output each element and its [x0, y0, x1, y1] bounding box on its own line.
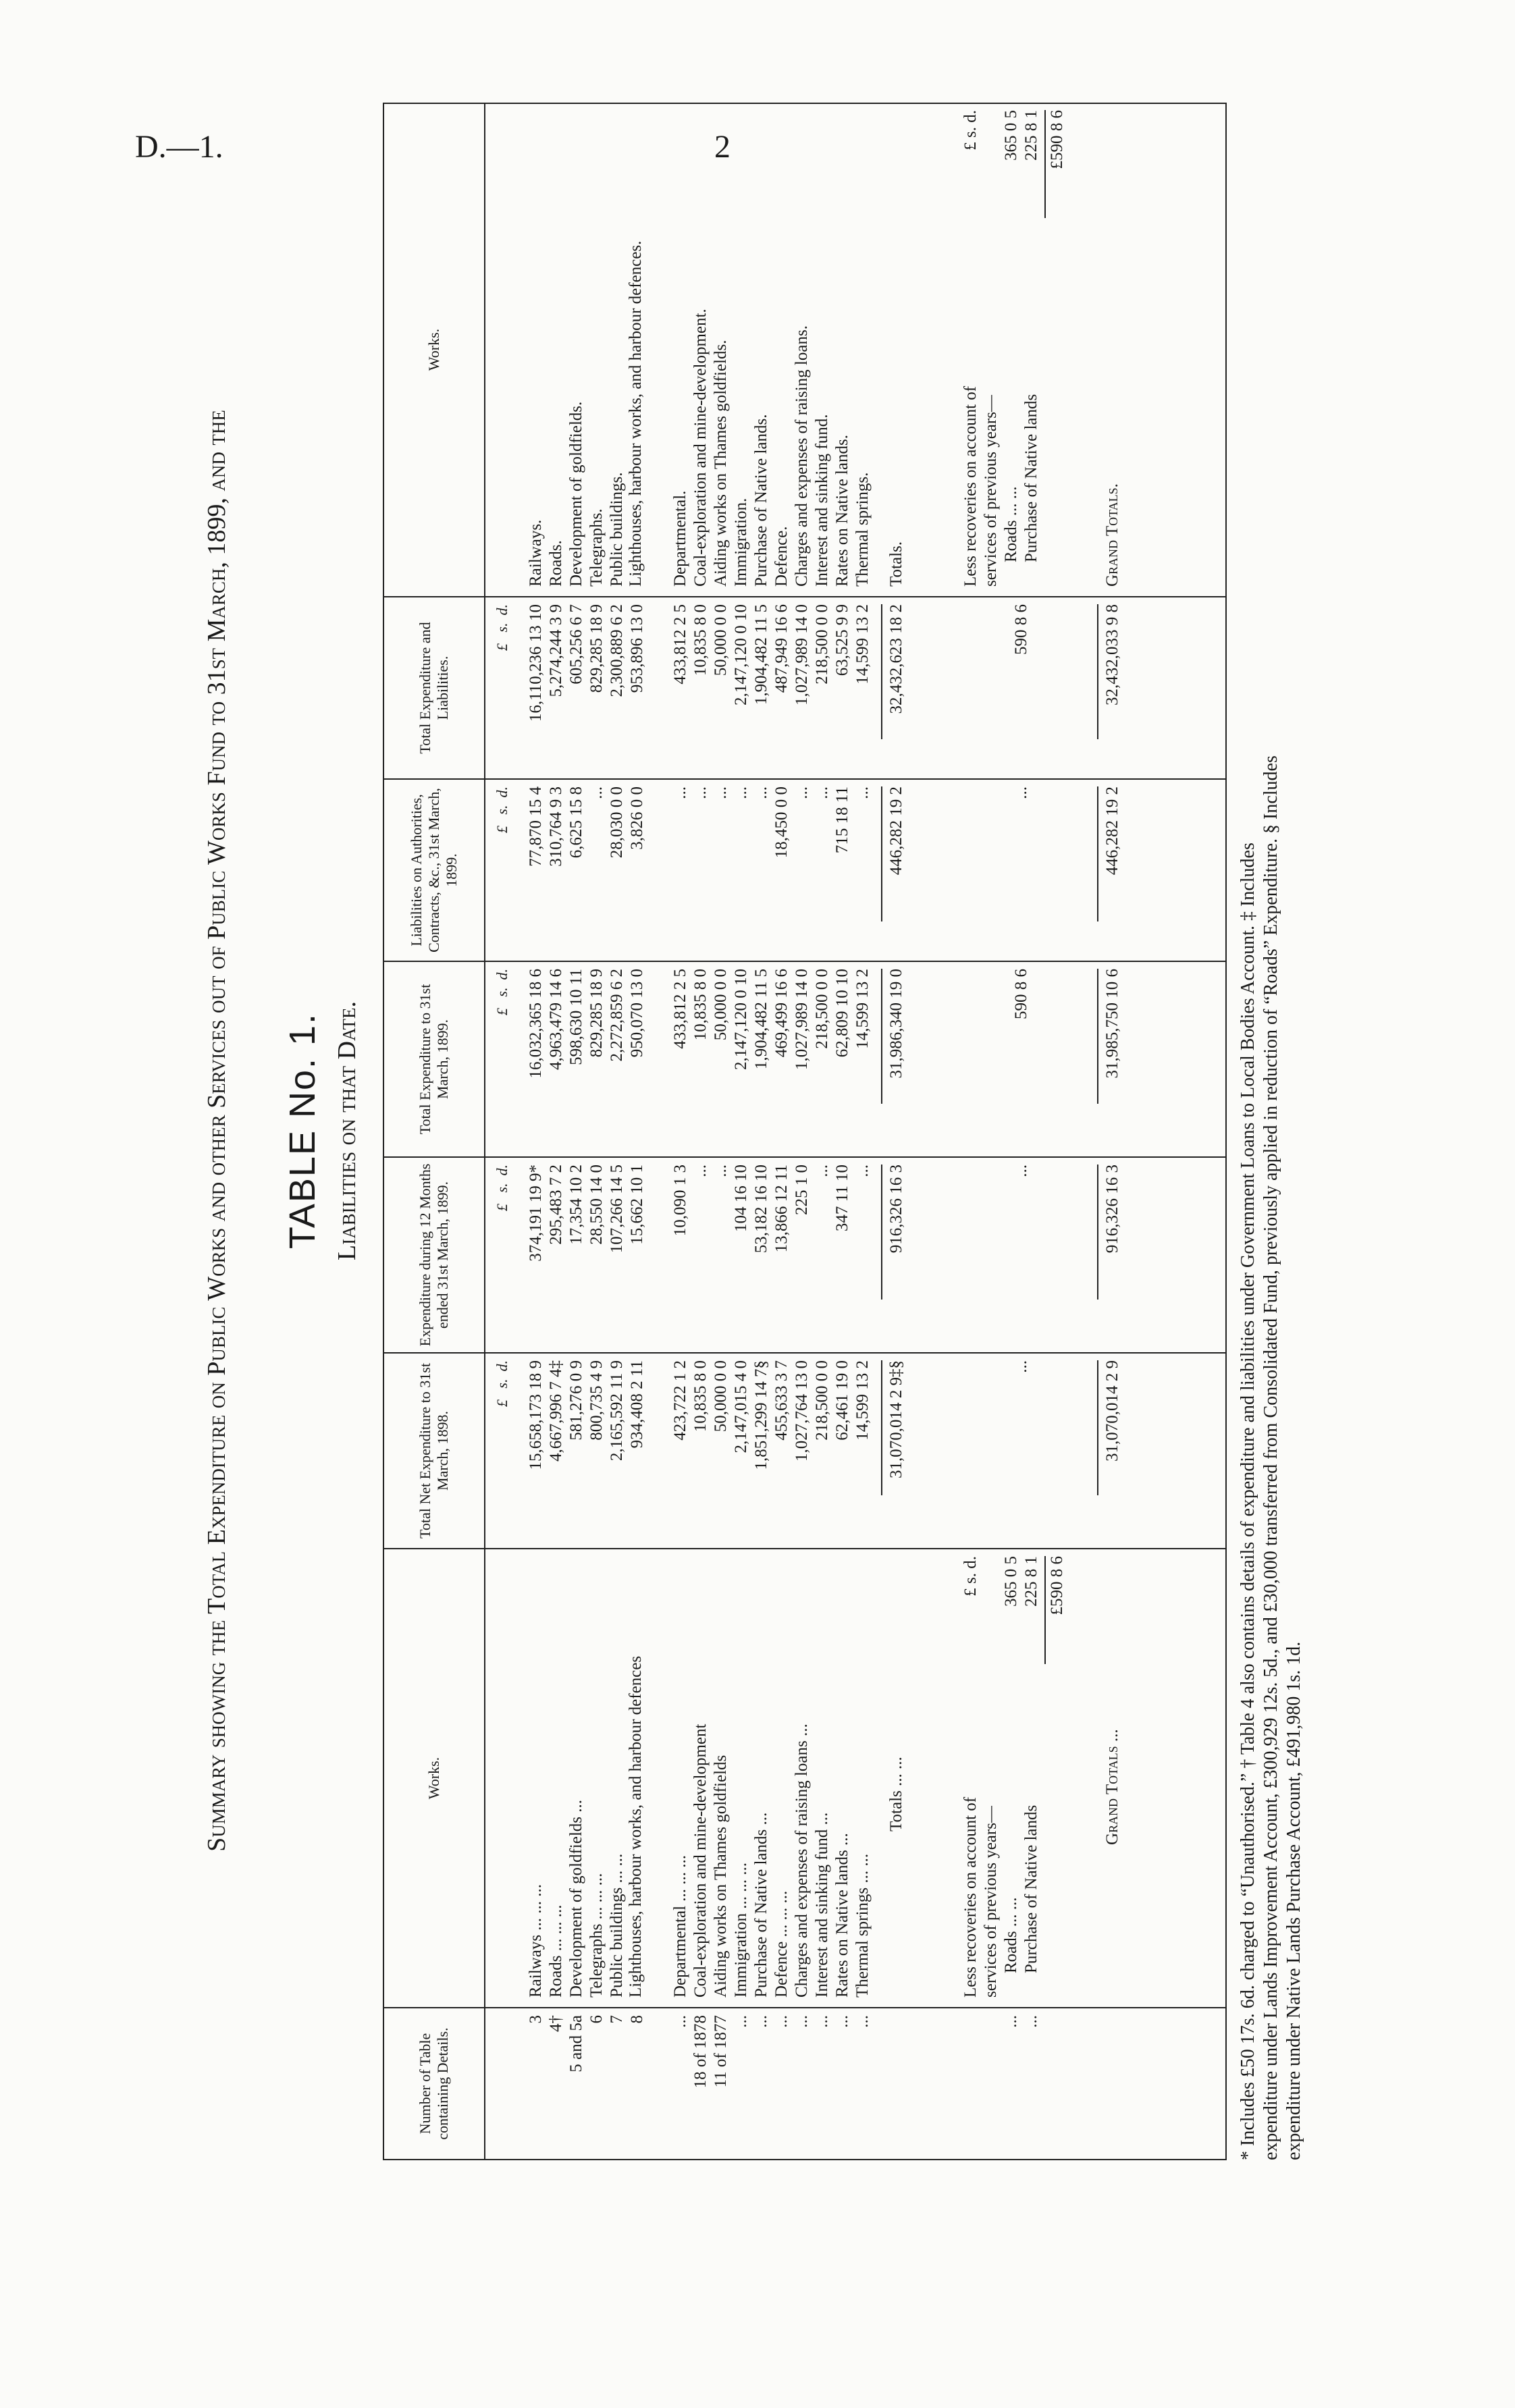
net-expenditure-cell: 14,599 13 2 [853, 1360, 872, 1441]
grand-net: 31,070,014 2 9 [1103, 1360, 1121, 1462]
header-net-expenditure: Total Net Expenditure to 31st March, 1898. [384, 1352, 485, 1548]
grand-rule [1097, 604, 1098, 739]
total-expenditure-cell: 2,147,120 0 10 [732, 969, 750, 1070]
grand-totals-right: Grand Totals. [1103, 483, 1121, 587]
column-table-number [485, 2007, 1225, 2159]
total-exp-liabilities-cell: 63,525 9 9 [833, 604, 851, 676]
header-total-exp-liabilities: Total Expenditure and Liabilities. [384, 596, 485, 778]
table-number-cell: ... [772, 2015, 791, 2028]
footnotes [1237, 101, 1306, 2160]
recoveries-table-marks: ... [1022, 2015, 1040, 2028]
liabilities-cell: ... [732, 786, 750, 799]
expenditure-12-months-cell: 225 1 0 [793, 1165, 811, 1215]
header-expenditure-12-months: Expenditure during 12 Months ended 31st March, 1899. [384, 1156, 485, 1352]
table-number-cell: ... [752, 2015, 770, 2028]
table-number-cell: 18 of 1878 [691, 2015, 710, 2089]
table-number-cell: ... [813, 2015, 831, 2028]
expenditure-12-months-cell: 17,354 10 2 [567, 1165, 585, 1245]
recoveries-roads-value: 365 0 5 [1002, 1556, 1020, 1607]
column-total-exp-liabilities [485, 596, 1225, 778]
footnote-line: * Includes £50 17s. 6d. charged to “Unauthorised.” † Table 4 also contains details of expenditure and liabilities under Government Loans to Local Bodies Account. ‡ Includes [1238, 842, 1258, 2160]
total-expenditure-cell: 2,272,859 6 2 [608, 969, 626, 1062]
works-right-cell: Lighthouses, harbour works, and harbour defences. [627, 240, 645, 587]
expenditure-12-months-cell: 28,550 14 0 [587, 1165, 606, 1245]
recoveries-right-native-label: Purchase of Native lands [1022, 394, 1040, 562]
total-exp-liabilities-cell: 829,285 18 9 [587, 604, 606, 693]
works-right-cell: Telegraphs. [587, 508, 606, 587]
liabilities-cell: 77,870 15 4 [527, 786, 545, 867]
liabilities-cell: ... [587, 786, 606, 799]
total-expenditure-cell: 10,835 8 0 [691, 969, 710, 1041]
works-right-cell: Coal-exploration and mine-development. [691, 309, 710, 587]
expenditure-table [383, 103, 1227, 2160]
works-cell: Immigration ... ... ... [732, 1863, 750, 1998]
works-cell: Interest and sinking fund ... [813, 1812, 831, 1998]
expenditure-12-months-cell: ... [813, 1165, 831, 1177]
recoveries-right-native-value: 225 8 1 [1022, 110, 1040, 161]
grand-liabilities: 446,282 19 2 [1103, 786, 1121, 876]
grand-exp12: 916,326 16 3 [1103, 1165, 1121, 1254]
table-number-cell: ... [793, 2015, 811, 2028]
total-exp-liabilities-cell: 953,896 13 0 [628, 604, 646, 693]
total-exp-liabilities-cell: 14,599 13 2 [853, 604, 872, 685]
recoveries-right-sum: £590 8 6 [1048, 110, 1066, 169]
units-label: £ s. d. [494, 969, 510, 1016]
recoveries-right-label-2: services of previous years— [982, 395, 1000, 587]
liabilities-cell: ... [712, 786, 730, 799]
grand-rule [1097, 969, 1098, 1104]
total-expenditure-cell: 1,027,989 14 0 [793, 969, 811, 1070]
table-number-cell: ... [671, 2015, 689, 2028]
net-expenditure-cell: 800,735 4 9 [587, 1360, 606, 1441]
liabilities-cell: 18,450 0 0 [772, 786, 791, 859]
totals-label: Totals ... ... [887, 1757, 905, 1831]
expenditure-12-months-cell: 13,866 12 11 [772, 1165, 791, 1253]
total-exp-liabilities-cell: 605,256 6 7 [567, 604, 585, 685]
column-expenditure-12-months [485, 1156, 1225, 1352]
works-right-cell: Departmental. [671, 490, 689, 587]
total-exp-liabilities-cell: 50,000 0 0 [712, 604, 730, 676]
works-cell: Departmental ... ... ... [671, 1854, 689, 1998]
liabilities-cell: ... [793, 786, 811, 799]
header-total-expenditure: Total Expenditure to 31st March, 1899. [384, 961, 485, 1156]
liabilities-cell: 715 18 11 [833, 786, 851, 854]
sum-rule [881, 604, 882, 739]
recoveries-right-roads-label: Roads ... ... [1002, 486, 1020, 562]
grand-totals-label: Grand Totals ... [1103, 1729, 1121, 1845]
liabilities-cell: ... [691, 786, 710, 799]
expenditure-12-months-cell: 15,662 10 1 [628, 1165, 646, 1245]
units-label: £ s. d. [494, 786, 510, 834]
table-number-cell: 5 and 5a [567, 2015, 585, 2072]
column-works [485, 1548, 1225, 2007]
totals-exp12: 916,326 16 3 [887, 1165, 905, 1254]
works-cell: Railways ... ... ... [527, 1883, 545, 1998]
grand-rule [1097, 1165, 1098, 1300]
grand-rule [1097, 786, 1098, 921]
table-title: TABLE No. 1. [282, 1012, 323, 1250]
total-expenditure-cell: 1,904,482 11 5 [752, 969, 770, 1070]
net-expenditure-cell: 62,461 19 0 [833, 1360, 851, 1441]
liabilities-cell: ... [853, 786, 872, 799]
recoveries-right-rule [1044, 110, 1046, 218]
works-right-cell: Aiding works on Thames goldfields. [712, 340, 730, 587]
net-expenditure-cell: 2,147,015 4 0 [732, 1360, 750, 1453]
works-cell: Purchase of Native lands ... [752, 1812, 770, 1998]
sum-rule [881, 969, 882, 1104]
table-number-cell: ... [833, 2015, 851, 2028]
total-expenditure-cell: 16,032,365 18 6 [527, 969, 545, 1079]
totals-net: 31,070,014 2 9‡§ [887, 1360, 905, 1478]
table-body [485, 103, 1225, 2159]
recoveries-table-marks: ... [1002, 2015, 1020, 2028]
summary-title: Summary showing the Total Expenditure on Public Works and other Services out of Public Works Fund to 31st March, 1899, and the [203, 410, 231, 1852]
net-expenditure-cell: 50,000 0 0 [712, 1360, 730, 1433]
total-expenditure-cell: 4,963,479 14 6 [547, 969, 565, 1070]
expenditure-12-months-cell: ... [853, 1165, 872, 1177]
net-expenditure-cell: 455,633 3 7 [772, 1360, 791, 1441]
works-cell: Lighthouses, harbour works, and harbour defences [627, 1655, 645, 1998]
expenditure-12-months-cell: 347 11 10 [833, 1165, 851, 1232]
table-subtitle: Liabilities on that Date. [333, 1000, 361, 1261]
net-expenditure-cell: 10,835 8 0 [691, 1360, 710, 1433]
net-expenditure-cell: 1,027,764 13 0 [793, 1360, 811, 1462]
net-expenditure-cell: 1,851,299 14 7§ [752, 1360, 770, 1470]
recoveries-right-roads-value: 365 0 5 [1002, 110, 1020, 161]
document-id: D.—1. [135, 129, 223, 165]
works-cell: Public buildings ... ... [608, 1853, 626, 1998]
recoveries-right-units: £ s. d. [961, 110, 980, 151]
liabilities-cell: 28,030 0 0 [608, 786, 626, 859]
recoveries-net-dots: ... [1012, 1360, 1030, 1373]
footnote-line: expenditure under Native Lands Purchase Account, £491,980 1s. 1d. [1283, 1641, 1304, 2160]
net-expenditure-cell: 15,658,173 18 9 [527, 1360, 545, 1470]
works-right-cell: Development of goldfields. [567, 401, 585, 587]
total-exp-liabilities-cell: 2,147,120 0 10 [732, 604, 750, 705]
works-cell: Rates on Native lands ... [833, 1833, 851, 1998]
expenditure-12-months-cell: 107,266 14 5 [608, 1165, 626, 1254]
table-number-cell: 6 [587, 2015, 606, 2024]
expenditure-12-months-cell: 53,182 16 10 [752, 1165, 770, 1254]
grand-total-el: 32,432,033 9 8 [1103, 604, 1121, 705]
table-number-cell: 4† [547, 2015, 565, 2032]
table-number-cell: 8 [628, 2015, 646, 2024]
net-expenditure-cell: 581,276 0 9 [567, 1360, 585, 1441]
totals-liabilities: 446,282 19 2 [887, 786, 905, 876]
header-table-number: Number of Table containing Details. [384, 2007, 485, 2159]
net-expenditure-cell: 2,165,592 11 9 [608, 1360, 626, 1462]
totals-right: Totals. [887, 541, 905, 587]
liabilities-cell: ... [813, 786, 831, 799]
works-right-cell: Rates on Native lands. [833, 435, 851, 587]
recoveries-total: 590 8 6 [1012, 969, 1030, 1019]
totals-total-el: 32,432,623 18 2 [887, 604, 905, 714]
units-label: £ s. d. [494, 604, 510, 651]
liabilities-cell: ... [671, 786, 689, 799]
table-number-cell: 3 [527, 2015, 545, 2024]
footnote-line: expenditure under Lands Improvement Account, £300,929 12s. 5d., and £30,000 transferred from Consolidated Fund, previously applied in reduction of “Roads” Expenditure. § Includes [1260, 755, 1281, 2160]
recoveries-label-1: Less recoveries on account of [961, 1796, 980, 1998]
expenditure-12-months-cell: 295,483 7 2 [547, 1165, 565, 1245]
works-cell: Coal-exploration and mine-development [691, 1723, 710, 1998]
liabilities-cell: 3,826 0 0 [628, 786, 646, 850]
works-right-cell: Public buildings. [608, 472, 626, 587]
grand-rule [1097, 1360, 1098, 1495]
total-expenditure-cell: 62,809 10 10 [833, 969, 851, 1058]
works-right-cell: Thermal springs. [853, 472, 872, 587]
expenditure-12-months-cell: ... [691, 1165, 710, 1177]
units-label: £ s. d. [494, 1165, 510, 1212]
totals-total: 31,986,340 19 0 [887, 969, 905, 1079]
works-cell: Roads ... ... ... [547, 1904, 565, 1998]
works-right-cell: Defence. [772, 526, 791, 587]
page-number: 2 [714, 129, 730, 165]
recoveries-sum: £590 8 6 [1048, 1556, 1066, 1615]
liabilities-cell: ... [752, 786, 770, 799]
net-expenditure-cell: 4,667,996 7 4‡ [547, 1360, 565, 1462]
sum-rule [881, 1165, 882, 1300]
header-works-right: Works. [384, 103, 485, 596]
works-right-cell: Roads. [547, 540, 565, 587]
recoveries-exp12-dots: ... [1012, 1165, 1030, 1177]
table-number-cell: ... [732, 2015, 750, 2028]
liabilities-cell: 310,764 9 3 [547, 786, 565, 867]
header-works: Works. [384, 1548, 485, 2007]
units-label: £ s. d. [494, 1360, 510, 1408]
recoveries-total-el: 590 8 6 [1012, 604, 1030, 655]
header-liabilities: Liabilities on Authorities, Contracts, &c., 31st March, 1899. [384, 778, 485, 961]
total-expenditure-cell: 50,000 0 0 [712, 969, 730, 1041]
liabilities-cell: 6,625 15 8 [567, 786, 585, 859]
total-exp-liabilities-cell: 1,904,482 11 5 [752, 604, 770, 705]
works-right-cell: Interest and sinking fund. [813, 414, 831, 587]
net-expenditure-cell: 423,722 1 2 [671, 1360, 689, 1441]
total-expenditure-cell: 469,499 16 6 [772, 969, 791, 1058]
total-exp-liabilities-cell: 218,500 0 0 [813, 604, 831, 685]
total-exp-liabilities-cell: 1,027,989 14 0 [793, 604, 811, 705]
total-expenditure-cell: 829,285 18 9 [587, 969, 606, 1058]
column-liabilities [485, 778, 1225, 961]
grand-total: 31,985,750 10 6 [1103, 969, 1121, 1079]
works-cell: Telegraphs ... ... ... [587, 1873, 606, 1998]
recoveries-label-2: services of previous years— [982, 1806, 1000, 1998]
total-expenditure-cell: 14,599 13 2 [853, 969, 872, 1049]
works-right-cell: Purchase of Native lands. [752, 414, 770, 587]
recoveries-native-label: Purchase of Native lands [1022, 1804, 1040, 1973]
total-exp-liabilities-cell: 433,812 2 5 [671, 604, 689, 685]
total-exp-liabilities-cell: 5,274,244 3 9 [547, 604, 565, 697]
total-expenditure-cell: 433,812 2 5 [671, 969, 689, 1049]
recoveries-roads-label: Roads ... ... [1002, 1897, 1020, 1973]
total-exp-liabilities-cell: 16,110,236 13 10 [527, 604, 545, 722]
expenditure-12-months-cell: 104 16 10 [732, 1165, 750, 1232]
net-expenditure-cell: 218,500 0 0 [813, 1360, 831, 1441]
table-header-row [384, 103, 485, 2159]
recoveries-native-value: 225 8 1 [1022, 1556, 1040, 1607]
works-right-cell: Railways. [527, 519, 545, 587]
total-expenditure-cell: 598,630 10 11 [567, 969, 585, 1065]
net-expenditure-cell: 934,408 2 11 [628, 1360, 646, 1449]
table-number-cell: ... [853, 2015, 872, 2028]
recoveries-rule [1044, 1556, 1046, 1664]
recoveries-liab-dots: ... [1012, 786, 1030, 799]
sum-rule [881, 1360, 882, 1495]
works-cell: Aiding works on Thames goldfields [712, 1755, 730, 1998]
column-total-expenditure [485, 961, 1225, 1156]
expenditure-12-months-cell: ... [712, 1165, 730, 1177]
total-expenditure-cell: 218,500 0 0 [813, 969, 831, 1049]
expenditure-12-months-cell: 10,090 1 3 [671, 1165, 689, 1237]
works-cell: Development of goldfields ... [567, 1800, 585, 1998]
total-expenditure-cell: 950,070 13 0 [628, 969, 646, 1058]
total-exp-liabilities-cell: 487,949 16 6 [772, 604, 791, 693]
works-cell: Defence ... ... ... [772, 1890, 791, 1998]
column-net-expenditure [485, 1352, 1225, 1548]
rotated-table-page [201, 101, 1314, 2160]
column-works-right [485, 103, 1225, 596]
works-right-cell: Immigration. [732, 498, 750, 587]
works-cell: Thermal springs ... ... [853, 1853, 872, 1998]
table-number-cell: 11 of 1877 [712, 2015, 730, 2088]
recoveries-units: £ s. d. [961, 1556, 980, 1597]
expenditure-12-months-cell: 374,191 19 9* [527, 1165, 545, 1262]
sum-rule [881, 786, 882, 921]
recoveries-right-label-1: Less recoveries on account of [961, 385, 980, 587]
table-number-cell: 7 [608, 2015, 626, 2024]
total-exp-liabilities-cell: 2,300,889 6 2 [608, 604, 626, 697]
total-exp-liabilities-cell: 10,835 8 0 [691, 604, 710, 676]
works-right-cell: Charges and expenses of raising loans. [793, 325, 811, 587]
works-cell: Charges and expenses of raising loans ... [793, 1723, 811, 1998]
